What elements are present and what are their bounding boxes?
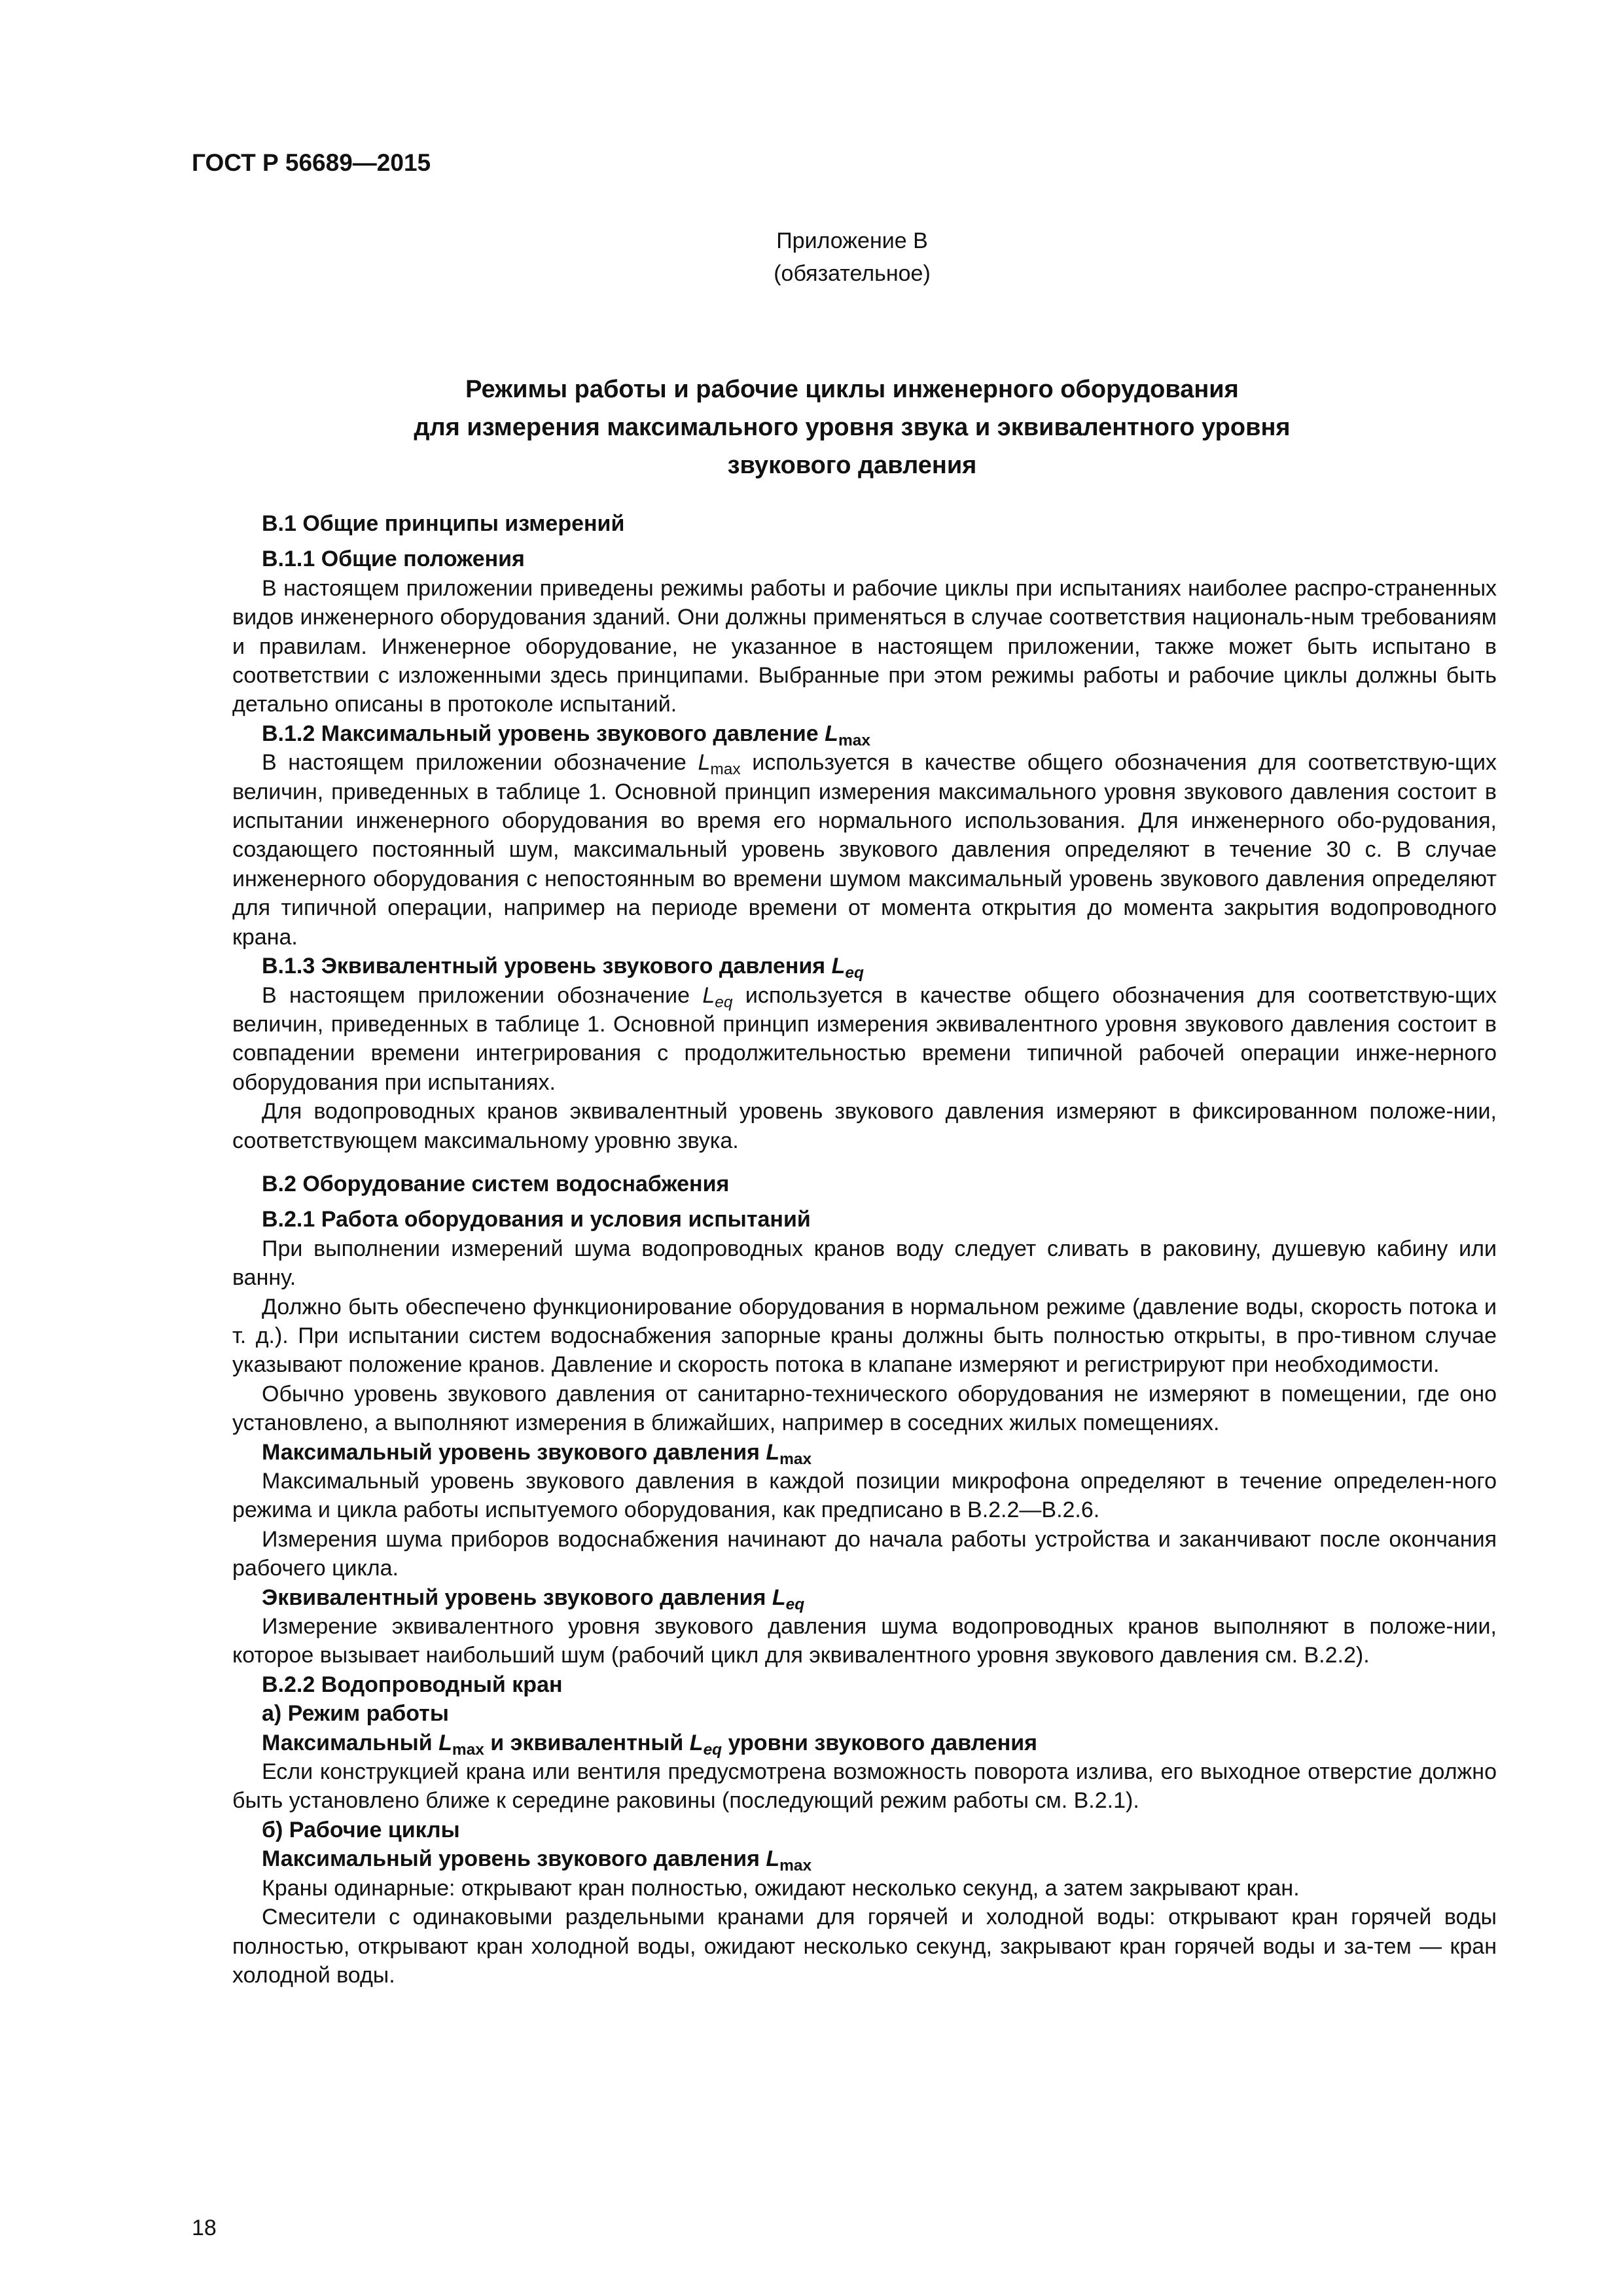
symbol-l: L: [831, 954, 846, 979]
annex-status: (обязательное): [774, 261, 931, 286]
document-body: [232, 509, 1497, 1990]
subscript-max: max: [452, 1740, 484, 1759]
symbol-l: L: [766, 1439, 780, 1465]
paragraph: Смесители с одинаковыми раздельными кранами для горячей и холодной воды: открывают кран горячей воды полностью, открывают кран холодной воды, ожидают несколько секунд, закрывают кран горячей воды и за-тем — кран холодной воды.: [232, 1905, 1497, 1988]
symbol-l: L: [766, 1846, 780, 1872]
paragraph: [232, 981, 1497, 1098]
subsection-heading-b12: [262, 719, 1497, 748]
paragraph: Для водопроводных кранов эквивалентный уровень звукового давления измеряют в фиксированном положе-нии, соответствующем максимальному уровню звука.: [232, 1099, 1497, 1153]
run-in-heading-max: [262, 1844, 1497, 1873]
paragraph: Измерения шума приборов водоснабжения начинают до начала работы устройства и заканчивают после окончания рабочего цикла.: [232, 1526, 1497, 1581]
heading-text: Максимальный уровень звукового давления: [262, 1846, 760, 1872]
paragraph: Обычно уровень звукового давления от санитарно-технического оборудования не измеряют в помещении, где оно установлено, а выполняют измерения в ближайших, например в соседних жилых помещениях.: [232, 1381, 1497, 1436]
subsection-heading-b11: В.1.1 Общие положения: [262, 547, 525, 572]
symbol-l: L: [772, 1585, 786, 1610]
annex-title: [0, 370, 1623, 484]
heading-text: Максимальный: [262, 1730, 433, 1755]
paragraph: Измерение эквивалентного уровня звукового давления шума водопроводных кранов выполняют в положе-нии, которое вызывает наибольший шум (рабочий цикл для эквивалентного уровня звукового давления см. В.2.2).: [232, 1614, 1497, 1668]
symbol-l: L: [689, 1730, 704, 1755]
section-heading-b2: В.2 Оборудование систем водоснабжения: [262, 1171, 730, 1196]
subsection-heading-b22: В.2.2 Водопроводный кран: [262, 1672, 563, 1697]
text-run: используется в качестве общего обозначения для соответствую-щих величин, приведенных в таблице 1. Основной принцип измерения эквивалентного уровня звукового давления состоит в совпадении времени интегрирования с продолжительностью времени типичной рабочей операции инже-нерного оборудования при испытаниях.: [232, 982, 1497, 1095]
heading-text: Максимальный уровень звукового давления: [262, 1439, 760, 1465]
annex-title-line: Режимы работы и рабочие циклы инженерного оборудования: [465, 376, 1239, 403]
subscript-max: max: [838, 731, 870, 749]
heading-text: уровни звукового давления: [728, 1730, 1037, 1755]
text-run: В настоящем приложении обозначение: [262, 750, 687, 776]
subscript-max: max: [710, 761, 741, 779]
text-run: используется в качестве общего обозначения для соответствую-щих величин, приведенных в таблице 1. Основной принцип измерения максимального уровня звукового давления состоит в испытании инженерного оборудования во время его нормального использования. Для инженерного обо-рудования, создающего постоянный шум, максимальный уровень звукового давления определяют в течение 30 с. В случае инженерного оборудования с непостоянным во времени шумом максимальный уровень звукового давления определяют для типичной операции, например на периоде времени от момента открытия до момента закрытия водопроводного крана.: [232, 750, 1497, 950]
subscript-eq: [845, 964, 864, 982]
run-in-heading-max: [262, 1438, 1497, 1467]
paragraph: Должно быть обеспечено функционирование оборудования в нормальном режиме (давление воды, скорость потока и т. д.). При испытании систем водоснабжения запорные краны должны быть полностью открыты, в про-тивном случае указывают положение кранов. Давление и скорость потока в клапане измеряют и регистрируют при необходимости.: [232, 1294, 1497, 1378]
run-in-heading-max-eq: [262, 1729, 1497, 1757]
subscript-eq-text: eq: [703, 1740, 722, 1759]
annex-header: [0, 224, 1623, 290]
subscript-eq: [786, 1595, 805, 1613]
run-in-heading-eq: [262, 1583, 1497, 1612]
symbol-l: L: [825, 721, 838, 746]
paragraph: Максимальный уровень звукового давления в каждой позиции микрофона определяют в течение определен-ного режима и цикла работы испытуемого оборудования, как предписано в В.2.2—В.2.6.: [232, 1469, 1497, 1523]
heading-text: В.1.2 Максимальный уровень звукового давление: [262, 721, 819, 746]
page-number: 18: [192, 2215, 217, 2240]
paragraph: Краны одинарные: открывают кран полностью, ожидают несколько секунд, а затем закрывают кран.: [262, 1875, 1300, 1901]
subscript-max: max: [779, 1450, 812, 1468]
section-heading-b1: В.1 Общие принципы измерений: [262, 511, 625, 536]
subscript-eq-text: eq: [845, 963, 864, 982]
paragraph: [232, 748, 1497, 952]
annex-title-line: звукового давления: [727, 452, 977, 479]
subsection-heading-b13: [262, 952, 1497, 980]
subscript-max: max: [779, 1857, 812, 1875]
heading-text: В.1.3 Эквивалентный уровень звукового давления: [262, 954, 826, 979]
annex-label: Приложение В: [776, 228, 928, 253]
subscript-eq: [704, 1741, 722, 1759]
paragraph: В настоящем приложении приведены режимы работы и рабочие циклы при испытаниях наиболее распро-страненных видов инженерного оборудования зданий. Они должны применяться в случае соответствия националь-ным требованиям и правилам. Инженерное оборудование, не указанное в настоящем приложении, также может быть испытано в соответствии с изложенными здесь принципами. Выбранные при этом режимы работы и рабочие циклы должны быть детально описаны в протоколе испытаний.: [232, 575, 1497, 717]
standard-code: ГОСТ Р 56689—2015: [192, 149, 431, 176]
list-heading-cycles: б) Рабочие циклы: [262, 1817, 460, 1842]
subscript-eq: [715, 993, 732, 1011]
annex-title-line: для измерения максимального уровня звука и эквивалентного уровня: [414, 414, 1291, 441]
heading-text: и эквивалентный: [490, 1730, 684, 1755]
symbol-l: L: [702, 982, 715, 1008]
subsection-heading-b21: В.2.1 Работа оборудования и условия испытаний: [262, 1207, 811, 1232]
text-run: В настоящем приложении обозначение: [262, 982, 690, 1008]
list-heading-mode: а) Режим работы: [262, 1701, 449, 1727]
symbol-l: L: [438, 1730, 452, 1755]
subscript-eq-text: eq: [715, 993, 733, 1011]
subscript-eq-text: eq: [785, 1595, 805, 1613]
paragraph: При выполнении измерений шума водопроводных кранов воду следует сливать в раковину, душевую кабину или ванну.: [232, 1236, 1497, 1291]
paragraph: Если конструкцией крана или вентиля предусмотрена возможность поворота излива, его выходное отверстие должно быть установлено ближе к середине раковины (последующий режим работы см. В.2.1).: [232, 1759, 1497, 1814]
heading-text: Эквивалентный уровень звукового давления: [262, 1585, 766, 1610]
symbol-l: L: [698, 750, 711, 776]
